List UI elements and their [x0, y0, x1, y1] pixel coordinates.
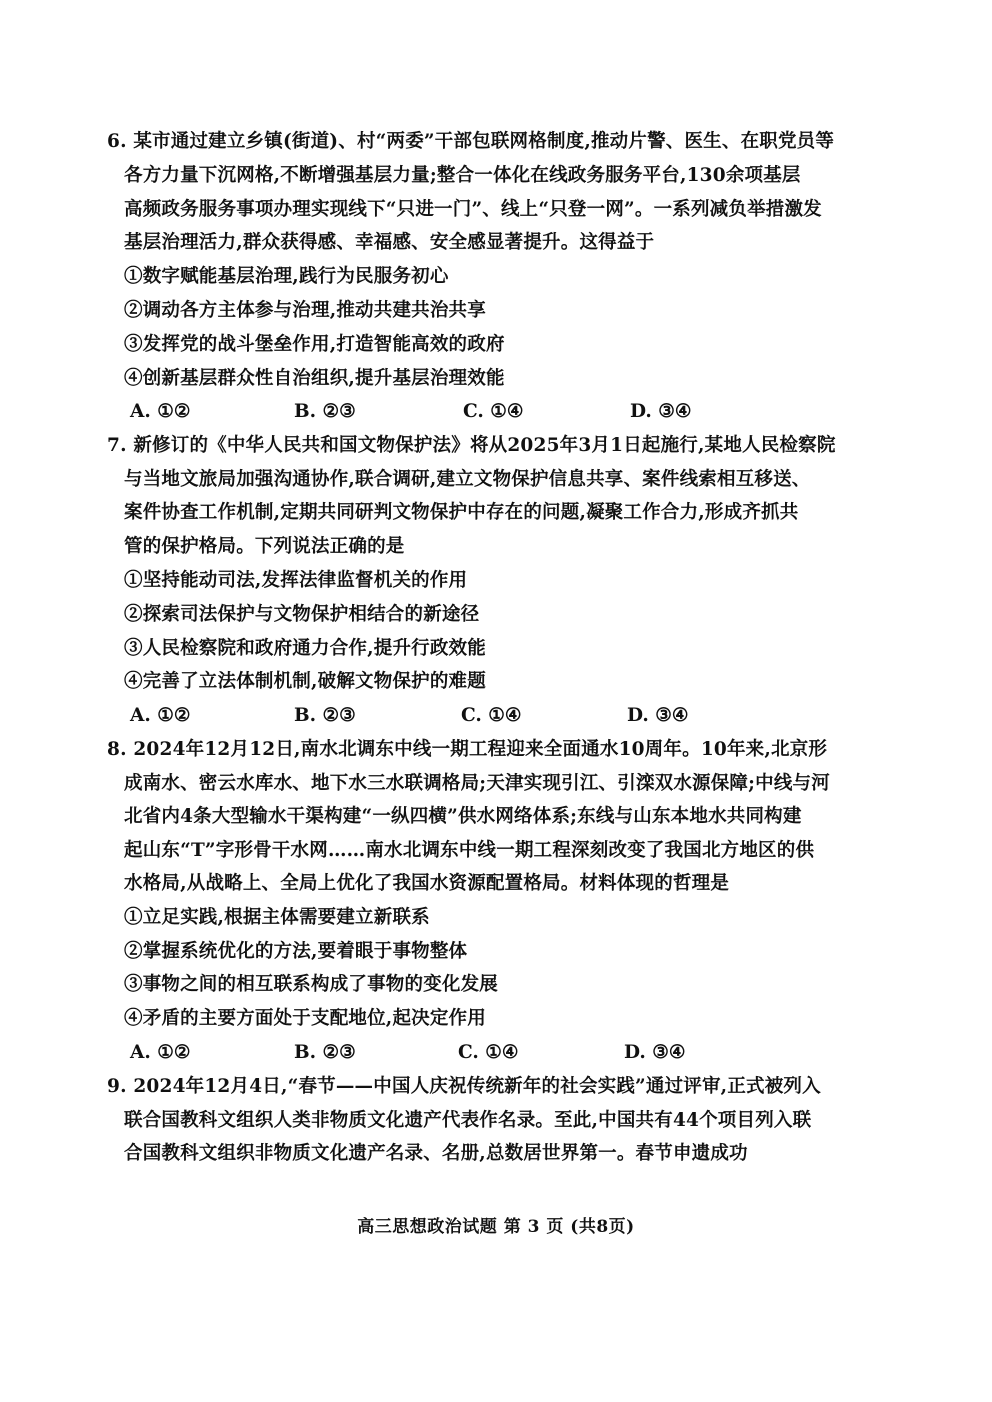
q7-stem-line-3: 案件协查工作机制,定期共同研判文物保护中存在的问题,凝聚工作合力,形成齐抓共	[124, 502, 799, 523]
q7-option-1: ①坚持能动司法,发挥法律监督机关的作用	[124, 570, 468, 591]
q8-choice-b: B. ②③	[294, 1042, 356, 1063]
q7-stem-line-2: 与当地文旅局加强沟通协作,联合调研,建立文物保护信息共享、案件线索相互移送、	[124, 469, 811, 490]
q8-stem-line-2: 成南水、密云水库水、地下水三水联调格局;天津实现引江、引滦双水源保障;中线与河	[124, 773, 830, 794]
q8-choice-c: C. ①④	[458, 1042, 519, 1063]
q8-option-2: ②掌握系统优化的方法,要着眼于事物整体	[124, 941, 468, 962]
q7-choices	[124, 704, 824, 728]
q7-stem-line-1: 7. 新修订的《中华人民共和国文物保护法》将从2025年3月1日起施行,某地人民检察院	[107, 435, 836, 456]
q8-stem-line-3: 北省内4条大型输水干渠构建“一纵四横”供水网络体系;东线与山东本地水共同构建	[124, 806, 802, 827]
q6-stem-line-2: 各方力量下沉网格,不断增强基层力量;整合一体化在线政务服务平台,130余项基层	[124, 165, 801, 186]
q8-option-3: ③事物之间的相互联系构成了事物的变化发展	[124, 974, 499, 995]
q7-choice-c: C. ①④	[461, 705, 522, 726]
q9-stem-line-1: 9. 2024年12月4日,“春节——中国人庆祝传统新年的社会实践”通过评审,正式被列入	[107, 1076, 821, 1097]
q6-choices	[124, 400, 824, 424]
q7-stem-line-4: 管的保护格局。下列说法正确的是	[124, 536, 405, 557]
q7-option-2: ②探索司法保护与文物保护相结合的新途径	[124, 604, 480, 625]
q7-option-3: ③人民检察院和政府通力合作,提升行政效能	[124, 638, 486, 659]
q8-stem-line-1: 8. 2024年12月12日,南水北调东中线一期工程迎来全面通水10周年。10年来,北京形	[107, 739, 828, 760]
q6-choice-d: D. ③④	[630, 401, 692, 422]
q8-option-1: ①立足实践,根据主体需要建立新联系	[124, 907, 430, 928]
q6-option-4: ④创新基层群众性自治组织,提升基层治理效能	[124, 368, 505, 389]
q6-choice-b: B. ②③	[294, 401, 356, 422]
q6-stem-line-4: 基层治理活力,群众获得感、幸福感、安全感显著提升。这得益于	[124, 232, 655, 253]
q6-option-2: ②调动各方主体参与治理,推动共建共治共享	[124, 300, 486, 321]
q6-stem-line-3: 高频政务服务事项办理实现线下“只进一门”、线上“只登一网”。一系列减负举措激发	[124, 199, 822, 220]
q6-stem-line-1: 6. 某市通过建立乡镇(街道)、村“两委”干部包联网格制度,推动片警、医生、在职党员等	[107, 131, 835, 152]
q6-option-1: ①数字赋能基层治理,践行为民服务初心	[124, 266, 449, 287]
q9-stem-line-2: 联合国教科文组织人类非物质文化遗产代表作名录。至此,中国共有44个项目列入联	[124, 1110, 812, 1131]
q8-choice-a: A. ①②	[130, 1042, 191, 1063]
q8-choice-d: D. ③④	[624, 1042, 686, 1063]
q8-stem-line-5: 水格局,从战略上、全局上优化了我国水资源配置格局。材料体现的哲理是	[124, 873, 730, 894]
q8-choices	[124, 1041, 824, 1065]
q7-choice-b: B. ②③	[294, 705, 356, 726]
q7-option-4: ④完善了立法体制机制,破解文物保护的难题	[124, 671, 486, 692]
page-footer: 高三思想政治试题 第 3 页 (共8页)	[357, 1217, 635, 1237]
q7-choice-d: D. ③④	[627, 705, 689, 726]
q8-option-4: ④矛盾的主要方面处于支配地位,起决定作用	[124, 1008, 486, 1029]
q6-choice-a: A. ①②	[130, 401, 191, 422]
q8-stem-line-4: 起山东“T”字形骨干水网……南水北调东中线一期工程深刻改变了我国北方地区的供	[124, 840, 815, 861]
q6-option-3: ③发挥党的战斗堡垒作用,打造智能高效的政府	[124, 334, 505, 355]
q7-choice-a: A. ①②	[130, 705, 191, 726]
q9-stem-line-3: 合国教科文组织非物质文化遗产名录、名册,总数居世界第一。春节申遗成功	[124, 1143, 748, 1164]
q6-choice-c: C. ①④	[463, 401, 524, 422]
